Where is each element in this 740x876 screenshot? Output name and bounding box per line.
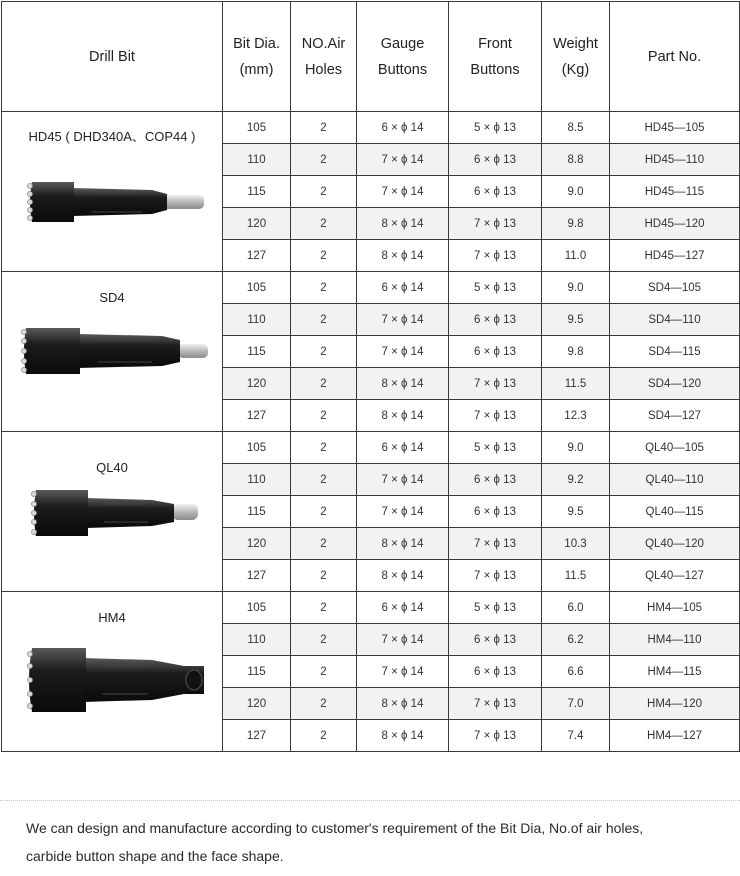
- front-buttons-cell: 5 × ϕ 13: [449, 432, 542, 464]
- model-cell: [2, 272, 223, 432]
- front-buttons-cell: 7 × ϕ 13: [449, 400, 542, 432]
- header-air-holes-line2: Holes: [304, 61, 343, 78]
- bit-dia-cell: 110: [223, 464, 291, 496]
- header-weight-line1: Weight: [553, 35, 598, 52]
- part-no-cell: HM4—110: [610, 624, 740, 656]
- gauge-buttons-cell: 8 × ϕ 14: [357, 720, 449, 752]
- header-gauge-line1: Gauge: [380, 35, 425, 52]
- weight-cell: 11.5: [542, 560, 610, 592]
- bit-dia-cell: 115: [223, 176, 291, 208]
- front-buttons-cell: 7 × ϕ 13: [449, 528, 542, 560]
- air-holes-cell: 2: [291, 720, 357, 752]
- gauge-buttons-cell: 7 × ϕ 14: [357, 304, 449, 336]
- part-no-cell: SD4—105: [610, 272, 740, 304]
- header-gauge-line2: Buttons: [377, 61, 428, 78]
- bit-dia-cell: 120: [223, 208, 291, 240]
- weight-cell: 9.5: [542, 496, 610, 528]
- part-no-cell: HD45—127: [610, 240, 740, 272]
- model-name: HD45 ( DHD340A、COP44 ): [28, 129, 196, 144]
- weight-cell: 8.5: [542, 112, 610, 144]
- bit-dia-cell: 120: [223, 688, 291, 720]
- weight-cell: 10.3: [542, 528, 610, 560]
- gauge-buttons-cell: 8 × ϕ 14: [357, 208, 449, 240]
- header-front-line1: Front: [478, 35, 512, 52]
- part-no-cell: QL40—127: [610, 560, 740, 592]
- gauge-buttons-cell: 7 × ϕ 14: [357, 656, 449, 688]
- weight-cell: 8.8: [542, 144, 610, 176]
- part-no-cell: SD4—120: [610, 368, 740, 400]
- part-no-cell: QL40—115: [610, 496, 740, 528]
- bit-dia-cell: 110: [223, 624, 291, 656]
- air-holes-cell: 2: [291, 272, 357, 304]
- air-holes-cell: 2: [291, 464, 357, 496]
- front-buttons-cell: 7 × ϕ 13: [449, 560, 542, 592]
- part-no-cell: HD45—120: [610, 208, 740, 240]
- weight-cell: 11.5: [542, 368, 610, 400]
- front-buttons-cell: 7 × ϕ 13: [449, 368, 542, 400]
- part-no-cell: HM4—120: [610, 688, 740, 720]
- front-buttons-cell: 6 × ϕ 13: [449, 336, 542, 368]
- air-holes-cell: 2: [291, 560, 357, 592]
- model-name: QL40: [96, 460, 128, 475]
- footer-divider: [0, 800, 740, 801]
- weight-cell: 6.0: [542, 592, 610, 624]
- gauge-buttons-cell: 8 × ϕ 14: [357, 560, 449, 592]
- part-no-cell: HM4—105: [610, 592, 740, 624]
- bit-dia-cell: 105: [223, 432, 291, 464]
- bit-dia-cell: 115: [223, 496, 291, 528]
- gauge-buttons-cell: 6 × ϕ 14: [357, 112, 449, 144]
- gauge-buttons-cell: 8 × ϕ 14: [357, 528, 449, 560]
- bit-dia-cell: 105: [223, 112, 291, 144]
- weight-cell: 7.4: [542, 720, 610, 752]
- weight-cell: 9.0: [542, 272, 610, 304]
- weight-cell: 7.0: [542, 688, 610, 720]
- air-holes-cell: 2: [291, 368, 357, 400]
- front-buttons-cell: 6 × ϕ 13: [449, 144, 542, 176]
- gauge-buttons-cell: 8 × ϕ 14: [357, 240, 449, 272]
- front-buttons-cell: 5 × ϕ 13: [449, 592, 542, 624]
- front-buttons-cell: 5 × ϕ 13: [449, 272, 542, 304]
- front-buttons-cell: 7 × ϕ 13: [449, 720, 542, 752]
- gauge-buttons-cell: 7 × ϕ 14: [357, 624, 449, 656]
- table-row: [2, 272, 740, 304]
- air-holes-cell: 2: [291, 528, 357, 560]
- gauge-buttons-cell: 7 × ϕ 14: [357, 464, 449, 496]
- header-weight: [542, 2, 610, 112]
- air-holes-cell: 2: [291, 208, 357, 240]
- air-holes-cell: 2: [291, 240, 357, 272]
- part-no-cell: QL40—105: [610, 432, 740, 464]
- bit-dia-cell: 120: [223, 528, 291, 560]
- front-buttons-cell: 6 × ϕ 13: [449, 464, 542, 496]
- model-name: SD4: [99, 290, 125, 305]
- dth-drill-bit-icon: [2, 164, 223, 264]
- gauge-buttons-cell: 8 × ϕ 14: [357, 400, 449, 432]
- part-no-cell: SD4—115: [610, 336, 740, 368]
- part-no-cell: QL40—120: [610, 528, 740, 560]
- weight-cell: 9.2: [542, 464, 610, 496]
- part-no-cell: QL40—110: [610, 464, 740, 496]
- weight-cell: 9.0: [542, 176, 610, 208]
- header-weight-line2: (Kg): [561, 61, 590, 78]
- air-holes-cell: 2: [291, 400, 357, 432]
- header-front-buttons: [449, 2, 542, 112]
- front-buttons-cell: 7 × ϕ 13: [449, 240, 542, 272]
- weight-cell: 9.5: [542, 304, 610, 336]
- weight-cell: 6.6: [542, 656, 610, 688]
- table-row: [2, 592, 740, 624]
- front-buttons-cell: 6 × ϕ 13: [449, 304, 542, 336]
- weight-cell: 11.0: [542, 240, 610, 272]
- bit-dia-cell: 127: [223, 400, 291, 432]
- front-buttons-cell: 6 × ϕ 13: [449, 496, 542, 528]
- air-holes-cell: 2: [291, 656, 357, 688]
- bit-dia-cell: 110: [223, 144, 291, 176]
- header-bit-dia-line2: (mm): [239, 61, 274, 78]
- air-holes-cell: 2: [291, 688, 357, 720]
- table-row: [2, 432, 740, 464]
- part-no-cell: HD45—110: [610, 144, 740, 176]
- air-holes-cell: 2: [291, 624, 357, 656]
- front-buttons-cell: 6 × ϕ 13: [449, 176, 542, 208]
- part-no-cell: HM4—115: [610, 656, 740, 688]
- model-name: HM4: [98, 610, 126, 625]
- front-buttons-cell: 7 × ϕ 13: [449, 208, 542, 240]
- bit-dia-cell: 110: [223, 304, 291, 336]
- header-gauge-buttons: [357, 2, 449, 112]
- bit-dia-cell: 105: [223, 272, 291, 304]
- front-buttons-cell: 6 × ϕ 13: [449, 656, 542, 688]
- bit-dia-cell: 120: [223, 368, 291, 400]
- gauge-buttons-cell: 7 × ϕ 14: [357, 176, 449, 208]
- bit-dia-cell: 115: [223, 656, 291, 688]
- header-drill-bit: Drill Bit: [2, 2, 223, 112]
- weight-cell: 6.2: [542, 624, 610, 656]
- header-front-line2: Buttons: [470, 61, 520, 78]
- header-air-holes: [291, 2, 357, 112]
- gauge-buttons-cell: 7 × ϕ 14: [357, 336, 449, 368]
- footer-note-line2: carbide button shape and the face shape.: [26, 848, 284, 864]
- front-buttons-cell: 7 × ϕ 13: [449, 688, 542, 720]
- bit-dia-cell: 127: [223, 240, 291, 272]
- gauge-buttons-cell: 7 × ϕ 14: [357, 496, 449, 528]
- gauge-buttons-cell: 6 × ϕ 14: [357, 592, 449, 624]
- table-row: [2, 112, 740, 144]
- part-no-cell: SD4—127: [610, 400, 740, 432]
- gauge-buttons-cell: 6 × ϕ 14: [357, 432, 449, 464]
- weight-cell: 9.8: [542, 336, 610, 368]
- air-holes-cell: 2: [291, 144, 357, 176]
- header-row: [2, 2, 740, 112]
- footer-note: [26, 814, 726, 870]
- dth-drill-bit-icon: [2, 628, 223, 728]
- weight-cell: 12.3: [542, 400, 610, 432]
- air-holes-cell: 2: [291, 336, 357, 368]
- header-bit-dia-line1: Bit Dia.: [233, 35, 280, 52]
- air-holes-cell: 2: [291, 432, 357, 464]
- header-part-no: Part No.: [610, 2, 740, 112]
- air-holes-cell: 2: [291, 304, 357, 336]
- model-cell: [2, 112, 223, 272]
- model-cell: [2, 592, 223, 752]
- part-no-cell: HD45—105: [610, 112, 740, 144]
- gauge-buttons-cell: 8 × ϕ 14: [357, 688, 449, 720]
- weight-cell: 9.0: [542, 432, 610, 464]
- gauge-buttons-cell: 7 × ϕ 14: [357, 144, 449, 176]
- model-cell: [2, 432, 223, 592]
- gauge-buttons-cell: 6 × ϕ 14: [357, 272, 449, 304]
- bit-dia-cell: 127: [223, 720, 291, 752]
- weight-cell: 9.8: [542, 208, 610, 240]
- gauge-buttons-cell: 8 × ϕ 14: [357, 368, 449, 400]
- header-air-holes-line1: NO.Air: [301, 35, 346, 52]
- bit-dia-cell: 105: [223, 592, 291, 624]
- dth-drill-bit-icon: [2, 308, 223, 408]
- drill-bit-spec-table: [1, 1, 740, 752]
- air-holes-cell: 2: [291, 112, 357, 144]
- dth-drill-bit-icon: [2, 476, 223, 576]
- air-holes-cell: 2: [291, 176, 357, 208]
- air-holes-cell: 2: [291, 592, 357, 624]
- part-no-cell: HD45—115: [610, 176, 740, 208]
- bit-dia-cell: 115: [223, 336, 291, 368]
- bit-dia-cell: 127: [223, 560, 291, 592]
- part-no-cell: SD4—110: [610, 304, 740, 336]
- front-buttons-cell: 6 × ϕ 13: [449, 624, 542, 656]
- footer-note-line1: We can design and manufacture according to customer's requirement of the Bit Dia, No.of air holes,: [26, 820, 644, 836]
- air-holes-cell: 2: [291, 496, 357, 528]
- header-bit-dia: [223, 2, 291, 112]
- part-no-cell: HM4—127: [610, 720, 740, 752]
- table-body: [2, 112, 740, 752]
- front-buttons-cell: 5 × ϕ 13: [449, 112, 542, 144]
